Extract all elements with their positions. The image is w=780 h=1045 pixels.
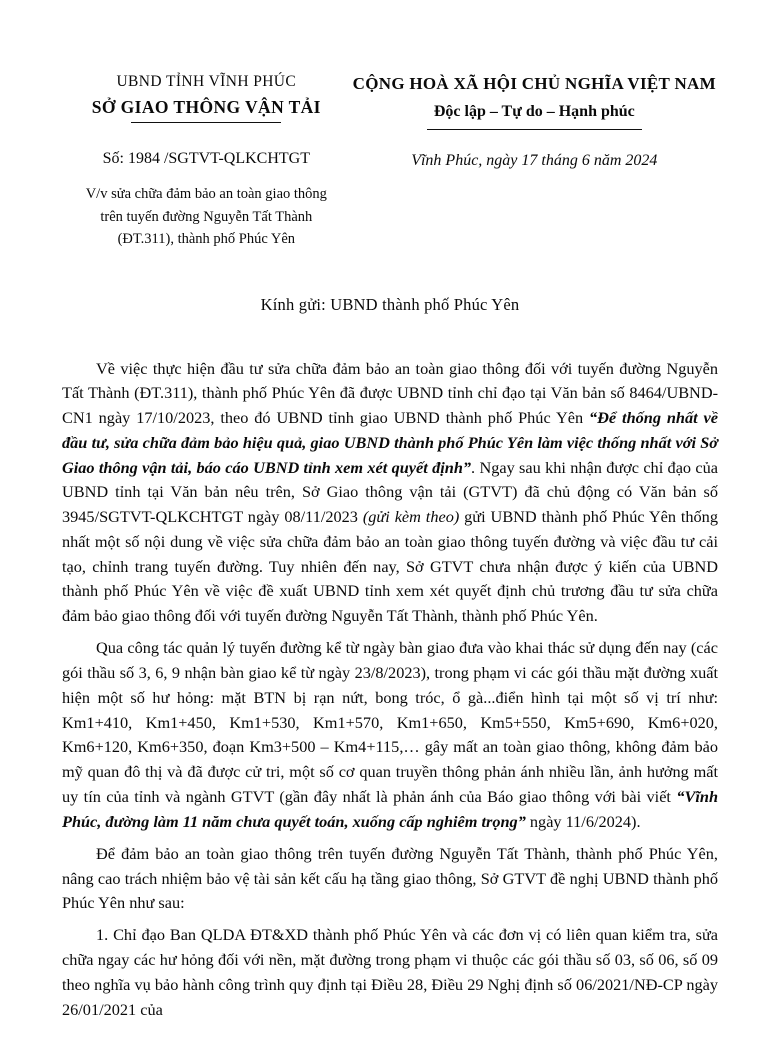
paragraph-1-part-c: gửi UBND thành phố Phúc Yên thống nhất một số nội dung về việc sửa chữa đảm bảo an toàn giao thông tuyến đường và việc đầu tư cải tạo, chỉnh trang tuyến đường. Tuy nhiên đến nay, Sở GTVT chưa nhận được ý kiến của UBND thành phố Phúc Yên về việc đề xuất UBND tỉnh xem xét quyết định chủ trương đầu tư sửa chữa đảm bảo giao thông đối với tuyến đường Nguyễn Tất Thành, thành phố Phúc Yên. bbox=[62, 507, 718, 626]
document-number-block bbox=[62, 146, 351, 251]
organization-name-line: SỞ GIAO THÔNG VẬN TẢI bbox=[91, 97, 321, 118]
issuing-organization bbox=[62, 58, 351, 123]
paragraph-1-part-a: Về việc thực hiện đầu tư sửa chữa đảm bảo an toàn giao thông đối với tuyến đường Nguyễn Tất Thành (ĐT.311), thành phố Phúc Yên đã được UBND tỉnh chỉ đạo tại Văn bản số 8464/UBND-CN1 ngày 17/10/2023, theo đó UBND tỉnh giao UBND thành phố Phúc Yên bbox=[62, 358, 718, 428]
paragraph-2-article-title: “Vĩnh Phúc, đường làm 11 năm chưa quyết toán, xuống cấp nghiêm trọng” bbox=[62, 786, 718, 831]
paragraph-2-part-a: Qua công tác quản lý tuyến đường kể từ ngày bàn giao đưa vào khai thác sử dụng đến nay (các gói thầu số 3, 6, 9 nhận bàn giao kể từ ngày 23/8/2023), trong phạm vi các gói thầu mặt đường xuất hiện một số hư hỏng: mặt BTN bị rạn nứt, bong tróc, ổ gà...điển hình tại một số vị trí như: Km1+410, Km1+450, Km1+530, Km1+570, Km1+650, Km5+550, Km5+690, Km6+020, Km6+120, Km6+350, đoạn Km3+500 – Km4+115,… gây mất an toàn giao thông, không đảm bảo mỹ quan đô thị và đã được cử tri, một số cơ quan truyền thông phản ánh nhiều lần, ảnh hưởng mất uy tín của tỉnh và ngành GTVT (gần đây nhất là phản ánh của Báo giao thông với bài viết bbox=[62, 638, 718, 806]
paragraph-3: Để đảm bảo an toàn giao thông trên tuyến đường Nguyễn Tất Thành, thành phố Phúc Yên, nâng cao trách nhiệm bảo vệ tài sản kết cấu hạ tầng giao thông, Sở GTVT đề nghị UBND thành phố Phúc Yên như sau: bbox=[62, 843, 718, 913]
header-divider-right bbox=[427, 129, 642, 130]
organization-parent-line: UBND TỈNH VĨNH PHÚC bbox=[116, 73, 297, 90]
paragraph-4-item-1: 1. Chỉ đạo Ban QLDA ĐT&XD thành phố Phúc Yên và các đơn vị có liên quan kiểm tra, sửa chữa ngay các hư hỏng đối với nền, mặt đường trong phạm vi thuộc các gói thầu số 03, số 06, số 09 theo nghĩa vụ bảo hành công trình quy định tại Điều 28, Điều 29 Nghị định số 06/2021/NĐ-CP ngày 26/01/2021 của bbox=[62, 925, 718, 1019]
document-body bbox=[62, 357, 718, 1023]
header-divider-left bbox=[131, 122, 281, 123]
paragraph-2-part-b: ngày 11/6/2024). bbox=[525, 811, 641, 831]
document-meta bbox=[62, 146, 718, 251]
place-date-block bbox=[351, 146, 718, 174]
place-and-date: Vĩnh Phúc, ngày 17 tháng 6 năm 2024 bbox=[411, 151, 658, 169]
recipient-line: Kính gửi: UBND thành phố Phúc Yên bbox=[260, 294, 520, 314]
country-name-line: CỘNG HOÀ XÃ HỘI CHỦ NGHĨA VIỆT NAM bbox=[352, 74, 716, 93]
paragraph-1 bbox=[62, 357, 718, 629]
paragraph-1-part-b: . Ngay sau khi nhận được chỉ đạo của UBND tỉnh tại Văn bản nêu trên, Sở Giao thông vận tải (GTVT) đã chủ động có Văn bản số 3945/SGTVT-QLKCHTGT ngày 08/11/2023 bbox=[62, 457, 718, 527]
national-motto-line: Độc lập – Tự do – Hạnh phúc bbox=[433, 103, 635, 121]
document-header bbox=[62, 58, 718, 130]
document-subject: V/v sửa chữa đảm bảo an toàn giao thông trên tuyến đường Nguyễn Tất Thành (ĐT.311), thành phố Phúc Yên bbox=[85, 186, 327, 248]
paragraph-1-quote: “Để thống nhất về đầu tư, sửa chữa đảm bảo hiệu quả, giao UBND thành phố Phúc Yên làm việc thống nhất với Sở Giao thông vận tải, báo cáo UBND tỉnh xem xét quyết định” bbox=[62, 408, 718, 477]
paragraph-1-attachment-note: (gửi kèm theo) bbox=[362, 507, 460, 527]
national-heading bbox=[351, 58, 718, 130]
paragraph-2 bbox=[62, 636, 718, 834]
document-number: Số: 1984 /SGTVT-QLKCHTGT bbox=[102, 149, 311, 167]
